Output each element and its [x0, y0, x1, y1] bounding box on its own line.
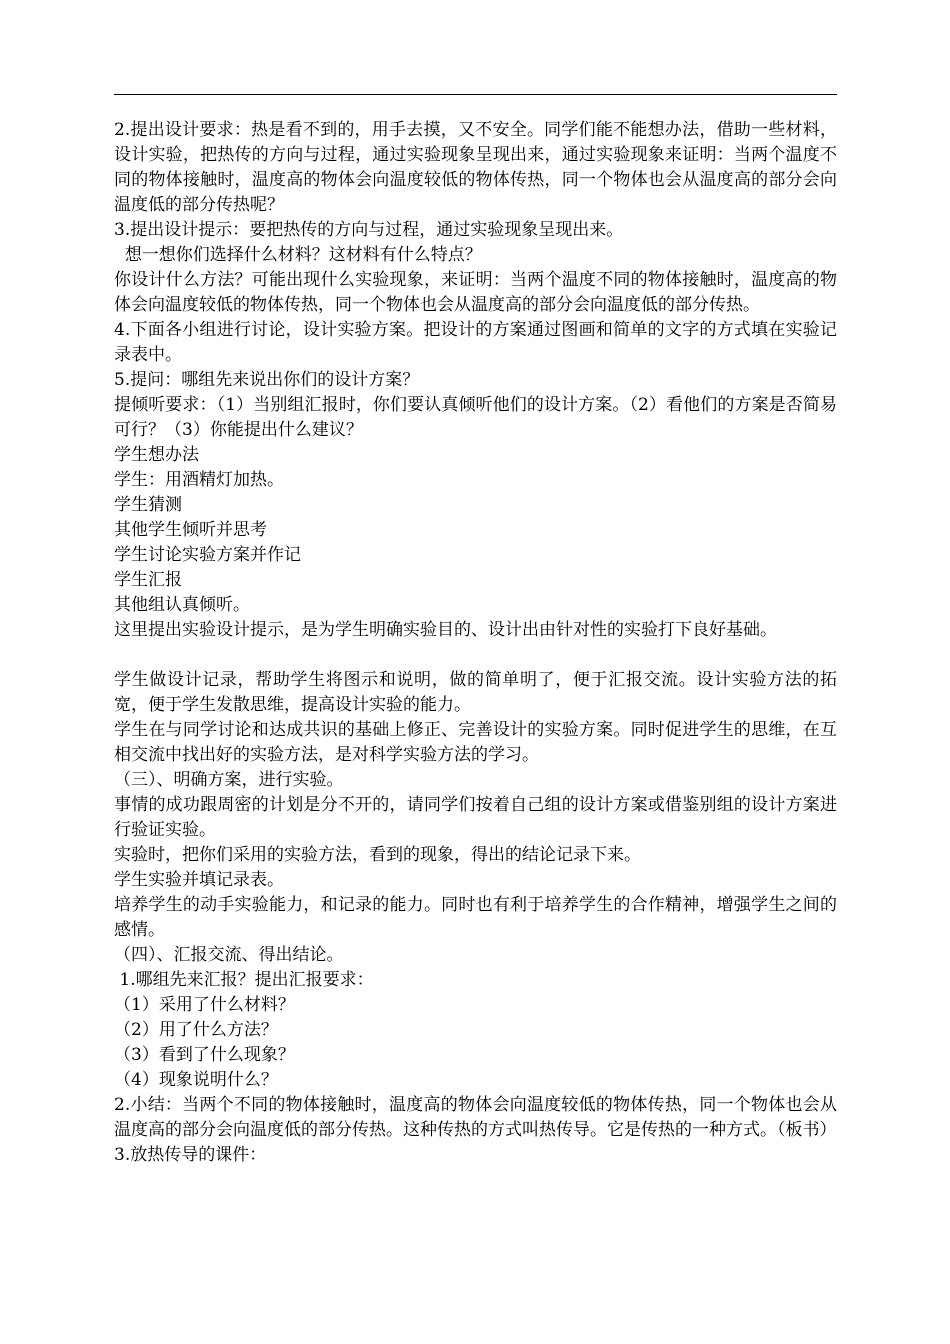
- paragraph-design-record: 学生做设计记录，帮助学生将图示和说明，做的简单明了，便于汇报交流。设计实验方法的拓宽，便于学生发散思维，提高设计实验的能力。: [114, 670, 837, 715]
- paragraph-design-requirements: 2.提出设计要求：热是看不到的，用手去摸，又不安全。同学们能不能想办法，借助一些材料，设计实验，把热传的方向与过程，通过实验现象呈现出来，通过实验现象来证明：当两个温度不同的物体接触时，温度高的物体会向温度较低的物体传热，同一个物体也会从温度高的部分会向温度低的部分传热呢？: [114, 120, 837, 215]
- list-item-meaning: （4）现象说明什么？: [114, 1070, 278, 1090]
- paragraph-group-discussion: 4.下面各小组进行讨论，设计实验方案。把设计的方案通过图画和简单的文字的方式填在实验记录表中。: [114, 320, 837, 365]
- paragraph-students-report: 学生汇报: [114, 570, 182, 590]
- paragraph-revise-plan: 学生在与同学讨论和达成共识的基础上修正、完善设计的实验方案。同时促进学生的思维，在互相交流中找出好的实验方法，是对科学实验方法的学习。: [114, 720, 837, 765]
- blank-line: [114, 643, 837, 668]
- document-body: [114, 118, 837, 1168]
- paragraph-summary: 2.小结：当两个不同的物体接触时，温度高的物体会向温度较低的物体传热，同一个物体也会从温度高的部分会向温度低的部分传热。这种传热的方式叫热传导。它是传热的一种方式。（板书）: [114, 1095, 837, 1140]
- paragraph-listening-requirements: 提倾听要求：（1）当别组汇报时，你们要认真倾听他们的设计方案。（2）看他们的方案是否简易可行？（3）你能提出什么建议？: [114, 395, 837, 440]
- paragraph-ask-plan: 5.提问：哪组先来说出你们的设计方案？: [114, 370, 420, 390]
- list-item-phenomena: （3）看到了什么现象？: [114, 1045, 295, 1065]
- section-heading-conclusion: （四）、汇报交流、得出结论。: [114, 945, 344, 965]
- list-item-materials: （1）采用了什么材料？: [114, 995, 295, 1015]
- paragraph-design-hint: 3.提出设计提示：要把热传的方向与过程，通过实验现象呈现出来。: [114, 220, 624, 240]
- paragraph-courseware: 3.放热传导的课件：: [114, 1145, 267, 1165]
- paragraph-report-requirements: 1.哪组先来汇报？提出汇报要求：: [114, 970, 374, 990]
- paragraph-record-results: 实验时，把你们采用的实验方法，看到的现象，得出的结论记录下来。: [114, 845, 641, 865]
- paragraph-students-guess: 学生猜测: [114, 495, 182, 515]
- paragraph-plan-success: 事情的成功跟周密的计划是分不开的，请同学们按着自己组的设计方案或借鉴别组的设计方案进行验证实验。: [114, 795, 837, 840]
- header-rule: [114, 94, 837, 95]
- paragraph-student-alcohol-lamp: 学生：用酒精灯加热。: [114, 470, 284, 490]
- paragraph-others-listen: 其他学生倾听并思考: [114, 520, 267, 540]
- paragraph-students-discuss: 学生讨论实验方案并作记: [114, 545, 301, 565]
- paragraph-method-question: 你设计什么方法？可能出现什么实验现象，来证明：当两个温度不同的物体接触时，温度高的物体会向温度较低的物体传热，同一个物体也会从温度高的部分会向温度低的部分传热。: [114, 270, 837, 315]
- paragraph-hands-on-ability: 培养学生的动手实验能力，和记录的能力。同时也有利于培养学生的合作精神，增强学生之间的感情。: [114, 895, 837, 940]
- list-item-methods: （2）用了什么方法？: [114, 1020, 278, 1040]
- paragraph-students-think: 学生想办法: [114, 445, 199, 465]
- paragraph-fill-record-table: 学生实验并填记录表。: [114, 870, 284, 890]
- section-heading-experiment: （三）、明确方案，进行实验。: [114, 770, 344, 790]
- paragraph-design-hint-purpose: 这里提出实验设计提示，是为学生明确实验目的、设计出由针对性的实验打下良好基础。: [114, 620, 777, 640]
- paragraph-groups-listen: 其他组认真倾听。: [114, 595, 250, 615]
- paragraph-material-question: 想一想你们选择什么材料？这材料有什么特点？: [114, 245, 482, 265]
